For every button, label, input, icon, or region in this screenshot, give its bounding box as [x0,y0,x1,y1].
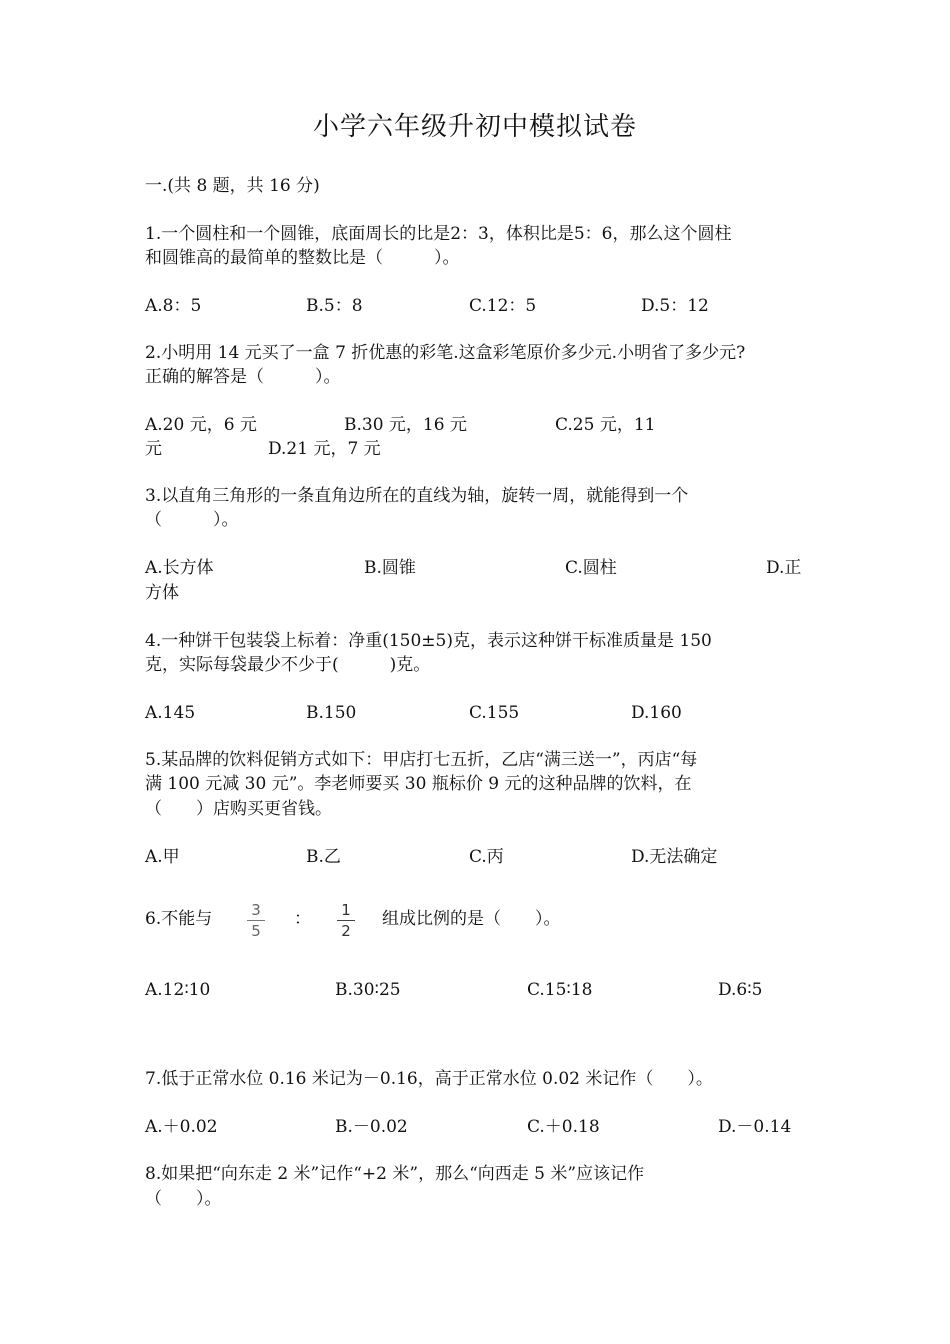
question-2-option-a: A.20 元，6 元 [145,415,257,435]
question-2-option-c-continued: 元 [145,439,162,459]
question-5-text-line-2: 满 100 元减 30 元”。李老师要买 30 瓶标价 9 元的这种品牌的饮料，在 [145,774,692,794]
question-3-option-d-continued: 方体 [145,583,179,603]
question-1-option-c: C.12：5 [469,296,537,316]
question-7-option-d: D.－0.14 [718,1117,792,1137]
question-4-option-b: B.150 [306,703,357,723]
question-4-option-a: A.145 [145,703,196,723]
question-3-option-c: C.圆柱 [565,558,617,578]
question-6-option-c: C.15∶18 [527,980,593,1000]
question-1-option-a: A.8：5 [145,296,202,316]
page-title: 小学六年级升初中模拟试卷 [312,112,637,142]
fraction-denominator: 2 [341,922,351,940]
ratio-colon: ： [294,909,311,929]
question-2-text-line-2: 正确的解答是（ ）。 [145,367,341,387]
question-4-option-c: C.155 [469,703,520,723]
fraction-numerator: 3 [251,901,261,919]
question-5-text-line-1: 5.某品牌的饮料促销方式如下：甲店打七五折，乙店“满三送一”，丙店“每 [145,750,698,770]
fraction-one-half [335,901,357,940]
question-1-text-line-1: 1.一个圆柱和一个圆锥，底面周长的比是2：3，体积比是5：6，那么这个圆柱 [145,224,732,244]
question-6-option-b: B.30∶25 [335,980,401,1000]
question-2-option-b: B.30 元，16 元 [344,415,467,435]
question-2-option-c: C.25 元，11 [555,415,656,435]
question-5-option-c: C.丙 [469,847,504,867]
question-3-option-a: A.长方体 [145,558,214,578]
question-1-option-d: D.5：12 [641,296,709,316]
fraction-bar [247,920,265,921]
question-1-text-line-2: 和圆锥高的最简单的整数比是（ ）。 [145,248,460,268]
fraction-numerator: 1 [341,901,351,919]
fraction-denominator: 5 [251,922,261,940]
question-4-text-line-1: 4.一种饼干包装袋上标着：净重(150±5)克，表示这种饼干标准质量是 150 [145,631,712,651]
question-8-text-line-1: 8.如果把“向东走 2 米”记作“+2 米”，那么“向西走 5 米”应该记作 [145,1164,645,1184]
question-6-prefix: 6.不能与 [145,909,213,929]
question-4-text-line-2: 克，实际每袋最少不少于( )克。 [145,655,431,675]
question-6-suffix: 组成比例的是（ ）。 [382,909,561,929]
question-7-option-c: C.＋0.18 [527,1117,600,1137]
question-3-option-d: D.正 [766,558,802,578]
question-1-option-b: B.5：8 [306,296,363,316]
question-5-option-b: B.乙 [306,847,341,867]
question-4-option-d: D.160 [631,703,682,723]
question-5-option-a: A.甲 [145,847,180,867]
question-2-option-d: D.21 元，7 元 [268,439,381,459]
fraction-three-fifths [245,901,267,940]
question-3-text-line-2: （ ）。 [145,510,239,530]
question-7-option-b: B.－0.02 [335,1117,408,1137]
question-5-option-d: D.无法确定 [631,847,718,867]
question-6-option-d: D.6∶5 [718,980,763,1000]
question-3-text-line-1: 3.以直角三角形的一条直角边所在的直线为轴，旋转一周，就能得到一个 [145,486,689,506]
fraction-bar [337,920,355,921]
question-8-text-line-2: （ ）。 [145,1189,222,1209]
question-5-text-line-3: （ ）店购买更省钱。 [145,799,332,819]
question-3-option-b: B.圆锥 [364,558,416,578]
question-7-text-line-1: 7.低于正常水位 0.16 米记为－0.16，高于正常水位 0.02 米记作（ ）。 [145,1069,713,1089]
question-7-option-a: A.＋0.02 [145,1117,218,1137]
question-2-text-line-1: 2.小明用 14 元买了一盒 7 折优惠的彩笔.这盒彩笔原价多少元.小明省了多少元? [145,343,746,363]
question-6-option-a: A.12∶10 [145,980,211,1000]
section-heading: 一.(共 8 题，共 16 分) [145,176,320,196]
